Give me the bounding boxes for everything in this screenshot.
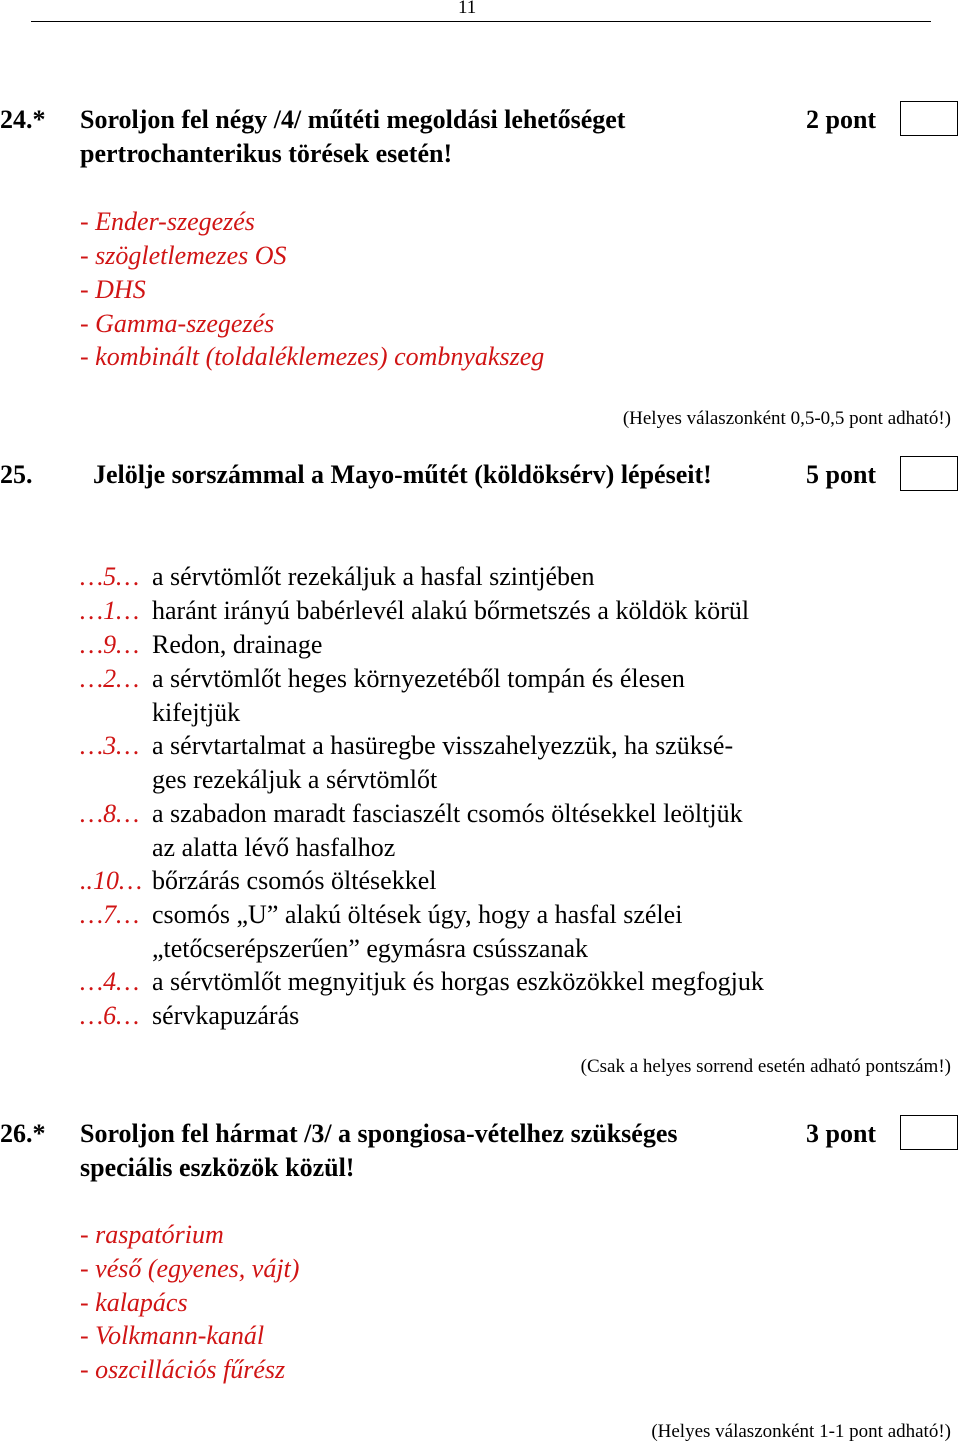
step-text: a sérvtömlőt heges környezetéből tompán és élesen	[152, 664, 685, 693]
step-order-number: …9…	[80, 630, 140, 659]
question-26-answer: - oszcillációs fűrész	[80, 1355, 286, 1384]
step-order-number: …6…	[80, 1001, 140, 1030]
step-text: a sérvtömlőt rezekáljuk a hasfal szintjében	[152, 562, 595, 591]
step-text-continuation: ges rezekáljuk a sérvtömlőt	[152, 765, 438, 794]
question-24-answer: - Gamma-szegezés	[80, 309, 275, 338]
question-24-answer: - kombinált (toldaléklemezes) combnyakszeg	[80, 342, 545, 371]
step-text: Redon, drainage	[152, 630, 323, 659]
question-24-line-2: pertrochanterikus törések esetén!	[80, 139, 453, 168]
step-order-number: …5…	[80, 562, 140, 591]
step-row	[0, 560, 960, 594]
question-24-scoring-note: (Helyes válaszonként 0,5-0,5 pont adható!)	[622, 408, 951, 429]
step-text-continuation: kifejtjük	[152, 698, 241, 727]
question-26-scoring-note: (Helyes válaszonként 1-1 pont adható!)	[651, 1421, 951, 1442]
step-row	[0, 729, 960, 797]
step-text: csomós „U” alakú öltések úgy, hogy a hasfal szélei	[152, 900, 683, 929]
question-25-score-box[interactable]	[900, 456, 958, 491]
question-26-answer: - véső (egyenes, vájt)	[80, 1254, 300, 1283]
question-25-points: 5 pont	[806, 460, 877, 489]
question-26-line-2: speciális eszközök közül!	[80, 1153, 355, 1182]
step-text: bőrzárás csomós öltésekkel	[152, 866, 437, 895]
step-order-number: …8…	[80, 799, 140, 828]
step-order-number: …4…	[80, 967, 140, 996]
step-text: a sérvtömlőt megnyitjuk és horgas eszközökkel megfogjuk	[152, 967, 764, 996]
step-order-number: …1…	[80, 596, 140, 625]
question-25-scoring-note: (Csak a helyes sorrend esetén adható pontszám!)	[580, 1056, 951, 1077]
question-25-line-1: Jelölje sorszámmal a Mayo-műtét (köldöksérv) lépéseit!	[93, 460, 712, 489]
step-row	[0, 628, 960, 662]
header-rule	[31, 21, 931, 22]
step-row	[0, 898, 960, 966]
step-row	[0, 999, 960, 1033]
question-26-answer: - raspatórium	[80, 1220, 224, 1249]
step-order-number: …2…	[80, 664, 140, 693]
step-row	[0, 594, 960, 628]
step-order-number: ..10…	[80, 866, 143, 895]
question-26-points: 3 pont	[806, 1119, 877, 1148]
question-26-answer: - kalapács	[80, 1288, 188, 1317]
step-row	[0, 965, 960, 999]
question-26-score-box[interactable]	[900, 1115, 958, 1150]
step-text: haránt irányú babérlevél alakú bőrmetszés a köldök körül	[152, 596, 750, 625]
question-24-score-box[interactable]	[900, 101, 958, 136]
step-text: a szabadon maradt fasciaszélt csomós öltésekkel leöltjük	[152, 799, 743, 828]
question-24-answer: - szögletlemezes OS	[80, 241, 287, 270]
question-24-answer: - Ender-szegezés	[80, 207, 255, 236]
question-24-number: 24.*	[0, 105, 46, 134]
step-row	[0, 797, 960, 865]
question-26-answer: - Volkmann-kanál	[80, 1321, 265, 1350]
page-number: 11	[458, 0, 477, 18]
step-order-number: …3…	[80, 731, 140, 760]
step-order-number: …7…	[80, 900, 140, 929]
question-25-number: 25.	[0, 460, 33, 489]
step-row	[0, 864, 960, 898]
question-26-line-1: Soroljon fel hármat /3/ a spongiosa-vételhez szükséges	[80, 1119, 678, 1148]
question-26-number: 26.*	[0, 1119, 46, 1148]
question-24-answer: - DHS	[80, 275, 146, 304]
step-text-continuation: „tetőcserépszerűen” egymásra csússzanak	[152, 934, 588, 963]
step-text: sérvkapuzárás	[152, 1001, 300, 1030]
step-row	[0, 662, 960, 730]
step-text-continuation: az alatta lévő hasfalhoz	[152, 833, 396, 862]
question-24-line-1: Soroljon fel négy /4/ műtéti megoldási lehetőséget	[80, 105, 626, 134]
step-text: a sérvtartalmat a hasüregbe visszahelyezzük, ha szüksé-	[152, 731, 734, 760]
question-24-points: 2 pont	[806, 105, 877, 134]
